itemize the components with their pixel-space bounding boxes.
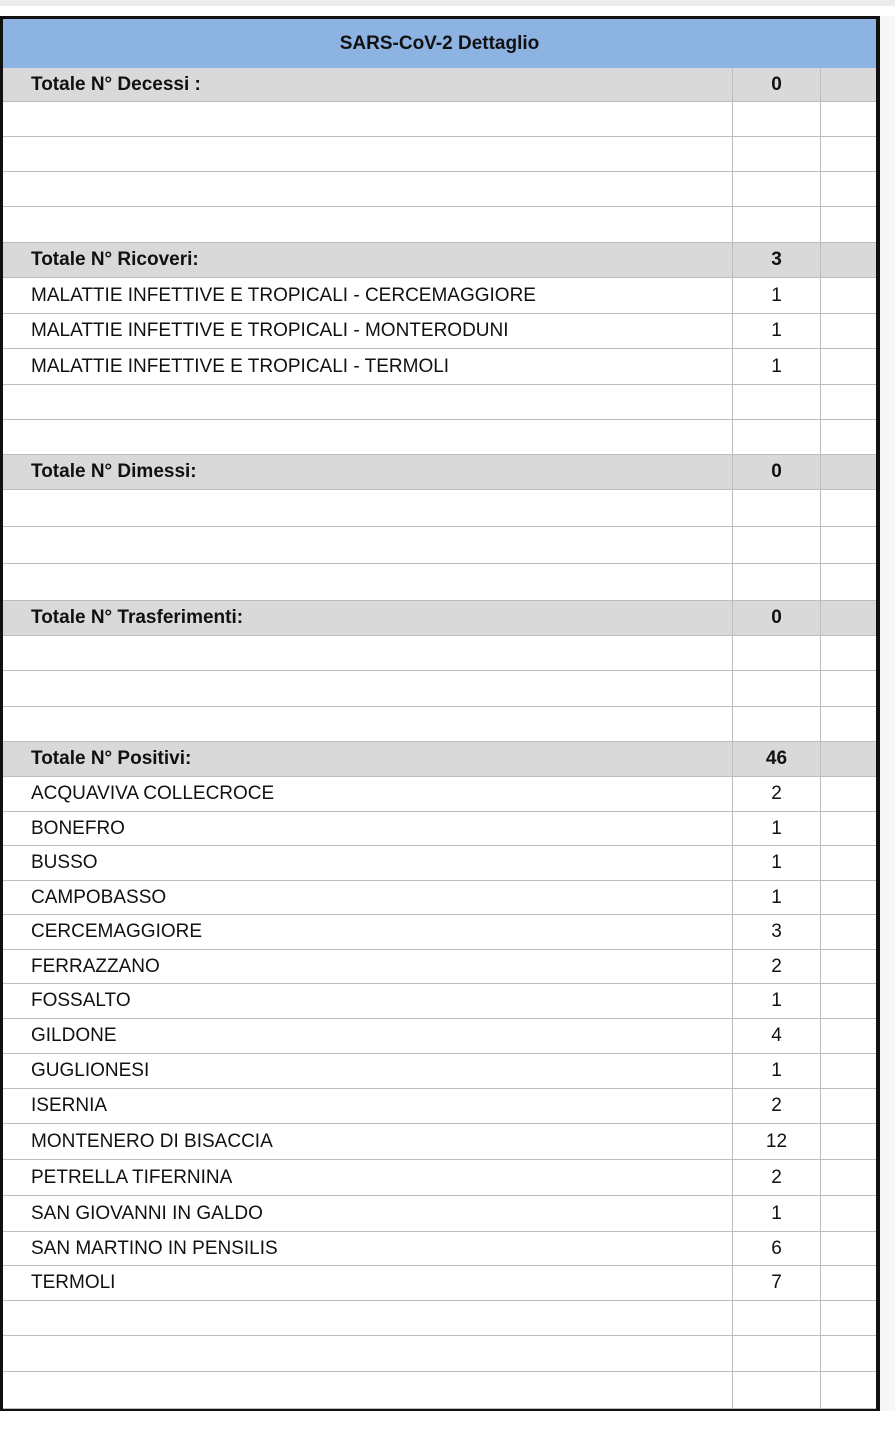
- section-total: 0: [733, 601, 821, 635]
- row-value: 12: [733, 1124, 821, 1159]
- top-strip: [0, 0, 895, 6]
- row-label: MALATTIE INFETTIVE E TROPICALI - TERMOLI: [3, 349, 733, 384]
- empty-cell: [821, 314, 876, 348]
- table-row: [3, 846, 876, 881]
- blank-row: [3, 1301, 876, 1336]
- table-title: [3, 19, 876, 69]
- section-label: Totale N° Dimessi:: [3, 455, 733, 489]
- section-label: Totale N° Decessi :: [3, 68, 733, 101]
- row-label: [3, 137, 733, 171]
- row-value: 2: [733, 777, 821, 811]
- row-label: [3, 564, 733, 600]
- row-label: [3, 636, 733, 670]
- section-total: 46: [733, 742, 821, 776]
- row-label: [3, 420, 733, 454]
- row-value: [733, 1336, 821, 1371]
- row-label: [3, 1372, 733, 1408]
- blank-row: [3, 137, 876, 172]
- section-header-row: [3, 243, 876, 278]
- empty-cell: [821, 950, 876, 983]
- row-label: [3, 707, 733, 741]
- blank-row: [3, 564, 876, 601]
- empty-cell: [821, 385, 876, 419]
- empty-cell: [821, 1301, 876, 1335]
- section-header-row: [3, 455, 876, 490]
- section-total: 0: [733, 68, 821, 101]
- row-value: 4: [733, 1019, 821, 1053]
- row-label: ACQUAVIVA COLLECROCE: [3, 777, 733, 811]
- row-label: CERCEMAGGIORE: [3, 915, 733, 949]
- row-label: MONTENERO DI BISACCIA: [3, 1124, 733, 1159]
- row-value: [733, 490, 821, 526]
- data-grid: [3, 68, 876, 1409]
- empty-cell: [821, 137, 876, 171]
- empty-cell: [821, 601, 876, 635]
- blank-row: [3, 707, 876, 742]
- empty-cell: [821, 527, 876, 563]
- table-row: [3, 950, 876, 984]
- blank-row: [3, 385, 876, 420]
- row-label: GILDONE: [3, 1019, 733, 1053]
- blank-row: [3, 102, 876, 137]
- section-total: 0: [733, 455, 821, 489]
- row-value: 1: [733, 349, 821, 384]
- row-value: 1: [733, 984, 821, 1018]
- section-label: Totale N° Trasferimenti:: [3, 601, 733, 635]
- empty-cell: [821, 777, 876, 811]
- row-label: MALATTIE INFETTIVE E TROPICALI - MONTERODUNI: [3, 314, 733, 348]
- row-label: [3, 207, 733, 242]
- row-label: BONEFRO: [3, 812, 733, 845]
- table-row: [3, 1019, 876, 1054]
- table-row: [3, 1160, 876, 1196]
- blank-row: [3, 420, 876, 455]
- empty-cell: [821, 68, 876, 101]
- blank-row: [3, 1372, 876, 1409]
- row-label: [3, 1336, 733, 1371]
- table-row: [3, 881, 876, 915]
- table-row: [3, 1124, 876, 1160]
- row-value: [733, 137, 821, 171]
- row-label: SAN GIOVANNI IN GALDO: [3, 1196, 733, 1231]
- row-label: [3, 172, 733, 206]
- table-row: [3, 812, 876, 846]
- sheet-margin: [880, 16, 895, 1411]
- row-value: [733, 707, 821, 741]
- row-label: PETRELLA TIFERNINA: [3, 1160, 733, 1195]
- row-value: [733, 527, 821, 563]
- row-label: [3, 671, 733, 706]
- table-title-text: SARS-CoV-2 Dettaglio: [339, 32, 540, 54]
- empty-cell: [821, 455, 876, 489]
- row-value: [733, 172, 821, 206]
- empty-cell: [821, 1336, 876, 1371]
- empty-cell: [821, 490, 876, 526]
- row-value: 7: [733, 1266, 821, 1300]
- row-value: [733, 420, 821, 454]
- table-row: [3, 1089, 876, 1124]
- row-value: 1: [733, 1196, 821, 1231]
- row-label: [3, 490, 733, 526]
- empty-cell: [821, 915, 876, 949]
- row-label: FERRAZZANO: [3, 950, 733, 983]
- row-value: [733, 671, 821, 706]
- row-value: 2: [733, 950, 821, 983]
- blank-row: [3, 1336, 876, 1372]
- empty-cell: [821, 172, 876, 206]
- table-row: [3, 314, 876, 349]
- row-value: [733, 102, 821, 136]
- empty-cell: [821, 636, 876, 670]
- row-value: [733, 636, 821, 670]
- row-label: FOSSALTO: [3, 984, 733, 1018]
- table-right-border: [876, 16, 880, 1411]
- blank-row: [3, 207, 876, 243]
- row-label: [3, 102, 733, 136]
- row-label: [3, 1301, 733, 1335]
- row-value: 1: [733, 812, 821, 845]
- empty-cell: [821, 1160, 876, 1195]
- row-value: 1: [733, 846, 821, 880]
- empty-cell: [821, 1196, 876, 1231]
- empty-cell: [821, 1054, 876, 1088]
- row-value: [733, 1301, 821, 1335]
- table-row: [3, 915, 876, 950]
- table-row: [3, 278, 876, 314]
- row-value: 1: [733, 881, 821, 914]
- table-row: [3, 1266, 876, 1301]
- section-label: Totale N° Ricoveri:: [3, 243, 733, 277]
- empty-cell: [821, 1372, 876, 1408]
- blank-row: [3, 636, 876, 671]
- empty-cell: [821, 278, 876, 313]
- row-value: [733, 1372, 821, 1408]
- row-value: 1: [733, 278, 821, 313]
- section-label: Totale N° Positivi:: [3, 742, 733, 776]
- row-label: ISERNIA: [3, 1089, 733, 1123]
- empty-cell: [821, 1124, 876, 1159]
- empty-cell: [821, 1266, 876, 1300]
- row-value: 2: [733, 1089, 821, 1123]
- blank-row: [3, 671, 876, 707]
- row-label: [3, 385, 733, 419]
- empty-cell: [821, 846, 876, 880]
- empty-cell: [821, 881, 876, 914]
- row-label: GUGLIONESI: [3, 1054, 733, 1088]
- row-value: 1: [733, 314, 821, 348]
- row-value: 6: [733, 1232, 821, 1265]
- section-total: 3: [733, 243, 821, 277]
- blank-row: [3, 527, 876, 564]
- row-value: 3: [733, 915, 821, 949]
- section-header-row: [3, 742, 876, 777]
- empty-cell: [821, 207, 876, 242]
- empty-cell: [821, 671, 876, 706]
- section-header-row: [3, 68, 876, 102]
- row-label: [3, 527, 733, 563]
- empty-cell: [821, 564, 876, 600]
- empty-cell: [821, 1232, 876, 1265]
- table-row: [3, 1054, 876, 1089]
- empty-cell: [821, 707, 876, 741]
- empty-cell: [821, 349, 876, 384]
- table-row: [3, 349, 876, 385]
- table-row: [3, 1232, 876, 1266]
- table-row: [3, 984, 876, 1019]
- section-header-row: [3, 601, 876, 636]
- row-label: MALATTIE INFETTIVE E TROPICALI - CERCEMAGGIORE: [3, 278, 733, 313]
- empty-cell: [821, 812, 876, 845]
- empty-cell: [821, 742, 876, 776]
- row-value: 2: [733, 1160, 821, 1195]
- table-row: [3, 777, 876, 812]
- empty-cell: [821, 243, 876, 277]
- empty-cell: [821, 984, 876, 1018]
- blank-row: [3, 172, 876, 207]
- row-label: CAMPOBASSO: [3, 881, 733, 914]
- row-label: TERMOLI: [3, 1266, 733, 1300]
- row-value: [733, 564, 821, 600]
- empty-cell: [821, 420, 876, 454]
- row-label: BUSSO: [3, 846, 733, 880]
- empty-cell: [821, 1019, 876, 1053]
- blank-row: [3, 490, 876, 527]
- row-value: [733, 385, 821, 419]
- empty-cell: [821, 102, 876, 136]
- row-value: 1: [733, 1054, 821, 1088]
- empty-cell: [821, 1089, 876, 1123]
- row-value: [733, 207, 821, 242]
- row-label: SAN MARTINO IN PENSILIS: [3, 1232, 733, 1265]
- table-row: [3, 1196, 876, 1232]
